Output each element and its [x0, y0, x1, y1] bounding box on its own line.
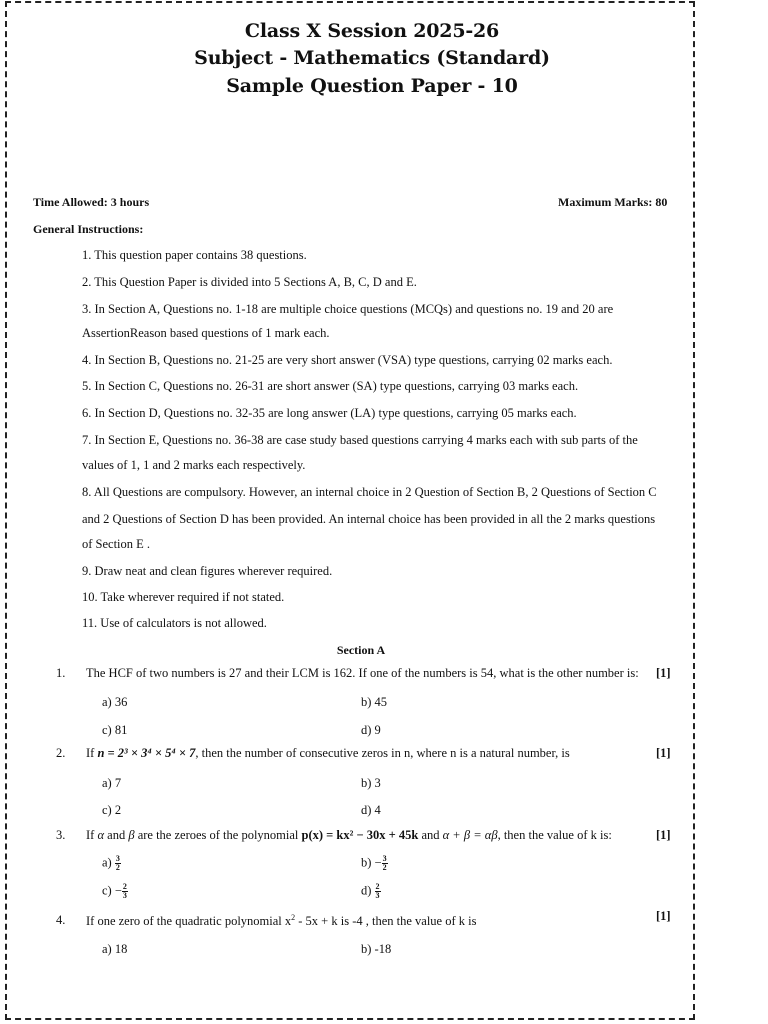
instruction-line: 10. Take wherever required if not stated. — [82, 590, 285, 604]
paper-title-subject: Subject - Mathematics (Standard) — [194, 47, 550, 69]
question-number: 1. — [56, 666, 66, 680]
instruction-line: 4. In Section B, Questions no. 21-25 are very short answer (VSA) type questions, carrying 02 marks each. — [82, 353, 613, 367]
option-c: c) 2 — [102, 803, 122, 817]
fraction: $\frac{3}{2}$ — [382, 854, 387, 872]
time-allowed: Time Allowed: 3 hours — [33, 195, 150, 209]
instruction-line: 2. This Question Paper is divided into 5 Sections A, B, C, D and E. — [82, 275, 417, 289]
instruction-line: 8. All Questions are compulsory. However, an internal choice in 2 Question of Section B, 2 Questions of Section C — [82, 485, 657, 499]
question-marks: [1] — [656, 909, 671, 923]
option-d: d) 4 — [361, 803, 381, 817]
option-d: d) 9 — [361, 723, 381, 737]
question-marks: [1] — [656, 828, 671, 842]
instruction-line: 3. In Section A, Questions no. 1-18 are multiple choice questions (MCQs) and questions no. 19 and 20 are — [82, 302, 614, 316]
question-text: The HCF of two numbers is 27 and their LCM is 162. If one of the numbers is 54, what is the other number is: — [86, 666, 639, 680]
option-d: d) $\frac{2}{3}$ — [361, 882, 380, 900]
question-number: 4. — [56, 913, 66, 927]
fraction: $\frac{2}{3}$ — [122, 882, 127, 900]
question-marks: [1] — [656, 666, 671, 680]
instruction-line: of Section E . — [82, 537, 151, 551]
paper-title-class: Class X Session 2025-26 — [244, 20, 500, 42]
option-c: c) 81 — [102, 723, 128, 737]
option-a: a) 36 — [102, 695, 128, 709]
instruction-line: and 2 Questions of Section D has been provided. An internal choice has been provided in all the 2 marks questions — [82, 512, 656, 526]
paper-title-sample: Sample Question Paper - 10 — [226, 75, 518, 97]
question-text: If n = 2³ × 3⁴ × 5⁴ × 7, then the number of consecutive zeros in n, where n is a natural number, is — [86, 746, 570, 760]
option-a: a) $\frac{3}{2}$ — [102, 854, 120, 872]
instruction-line: 11. Use of calculators is not allowed. — [82, 616, 267, 630]
option-b: b) 3 — [361, 776, 381, 790]
fraction: $\frac{2}{3}$ — [375, 882, 380, 900]
option-b: b) 45 — [361, 695, 388, 709]
option-a: a) 18 — [102, 942, 128, 956]
maximum-marks: Maximum Marks: 80 — [558, 195, 668, 209]
question-number: 2. — [56, 746, 66, 760]
polynomial-expression: p(x) = kx² − 30x + 45k — [301, 828, 419, 842]
instruction-line: AssertionReason based questions of 1 mark each. — [82, 326, 330, 340]
fraction: $\frac{3}{2}$ — [115, 854, 120, 872]
section-a-heading: Section A — [336, 643, 386, 657]
question-number: 3. — [56, 828, 66, 842]
option-b: b) − $\frac{3}{2}$ — [361, 854, 387, 872]
instruction-line: values of 1, 1 and 2 marks each respectively. — [82, 458, 306, 472]
question-text: If one zero of the quadratic polynomial $x^2 - 5x + k$ is -4 , then the value of k is — [86, 913, 477, 929]
instruction-line: 7. In Section E, Questions no. 36-38 are case study based questions carrying 4 marks each with sub parts of the — [82, 433, 638, 447]
question-text: If α and β are the zeroes of the polynomial p(x) = kx² − 30x + 45k and α + β = αβ, then the value of k is: — [86, 828, 612, 842]
option-a: a) 7 — [102, 776, 122, 790]
instruction-line: 9. Draw neat and clean figures wherever required. — [82, 564, 333, 578]
question-marks: [1] — [656, 746, 671, 760]
general-instructions-heading: General Instructions: — [33, 222, 144, 236]
math-expression: n = 2³ × 3⁴ × 5⁴ × 7 — [97, 746, 196, 760]
option-b: b) -18 — [361, 942, 392, 956]
instruction-line: 6. In Section D, Questions no. 32-35 are long answer (LA) type questions, carrying 05 marks each. — [82, 406, 577, 420]
instruction-line: 1. This question paper contains 38 questions. — [82, 248, 307, 262]
option-c: c) − $\frac{2}{3}$ — [102, 882, 127, 900]
instruction-line: 5. In Section C, Questions no. 26-31 are short answer (SA) type questions, carrying 03 marks each. — [82, 379, 579, 393]
